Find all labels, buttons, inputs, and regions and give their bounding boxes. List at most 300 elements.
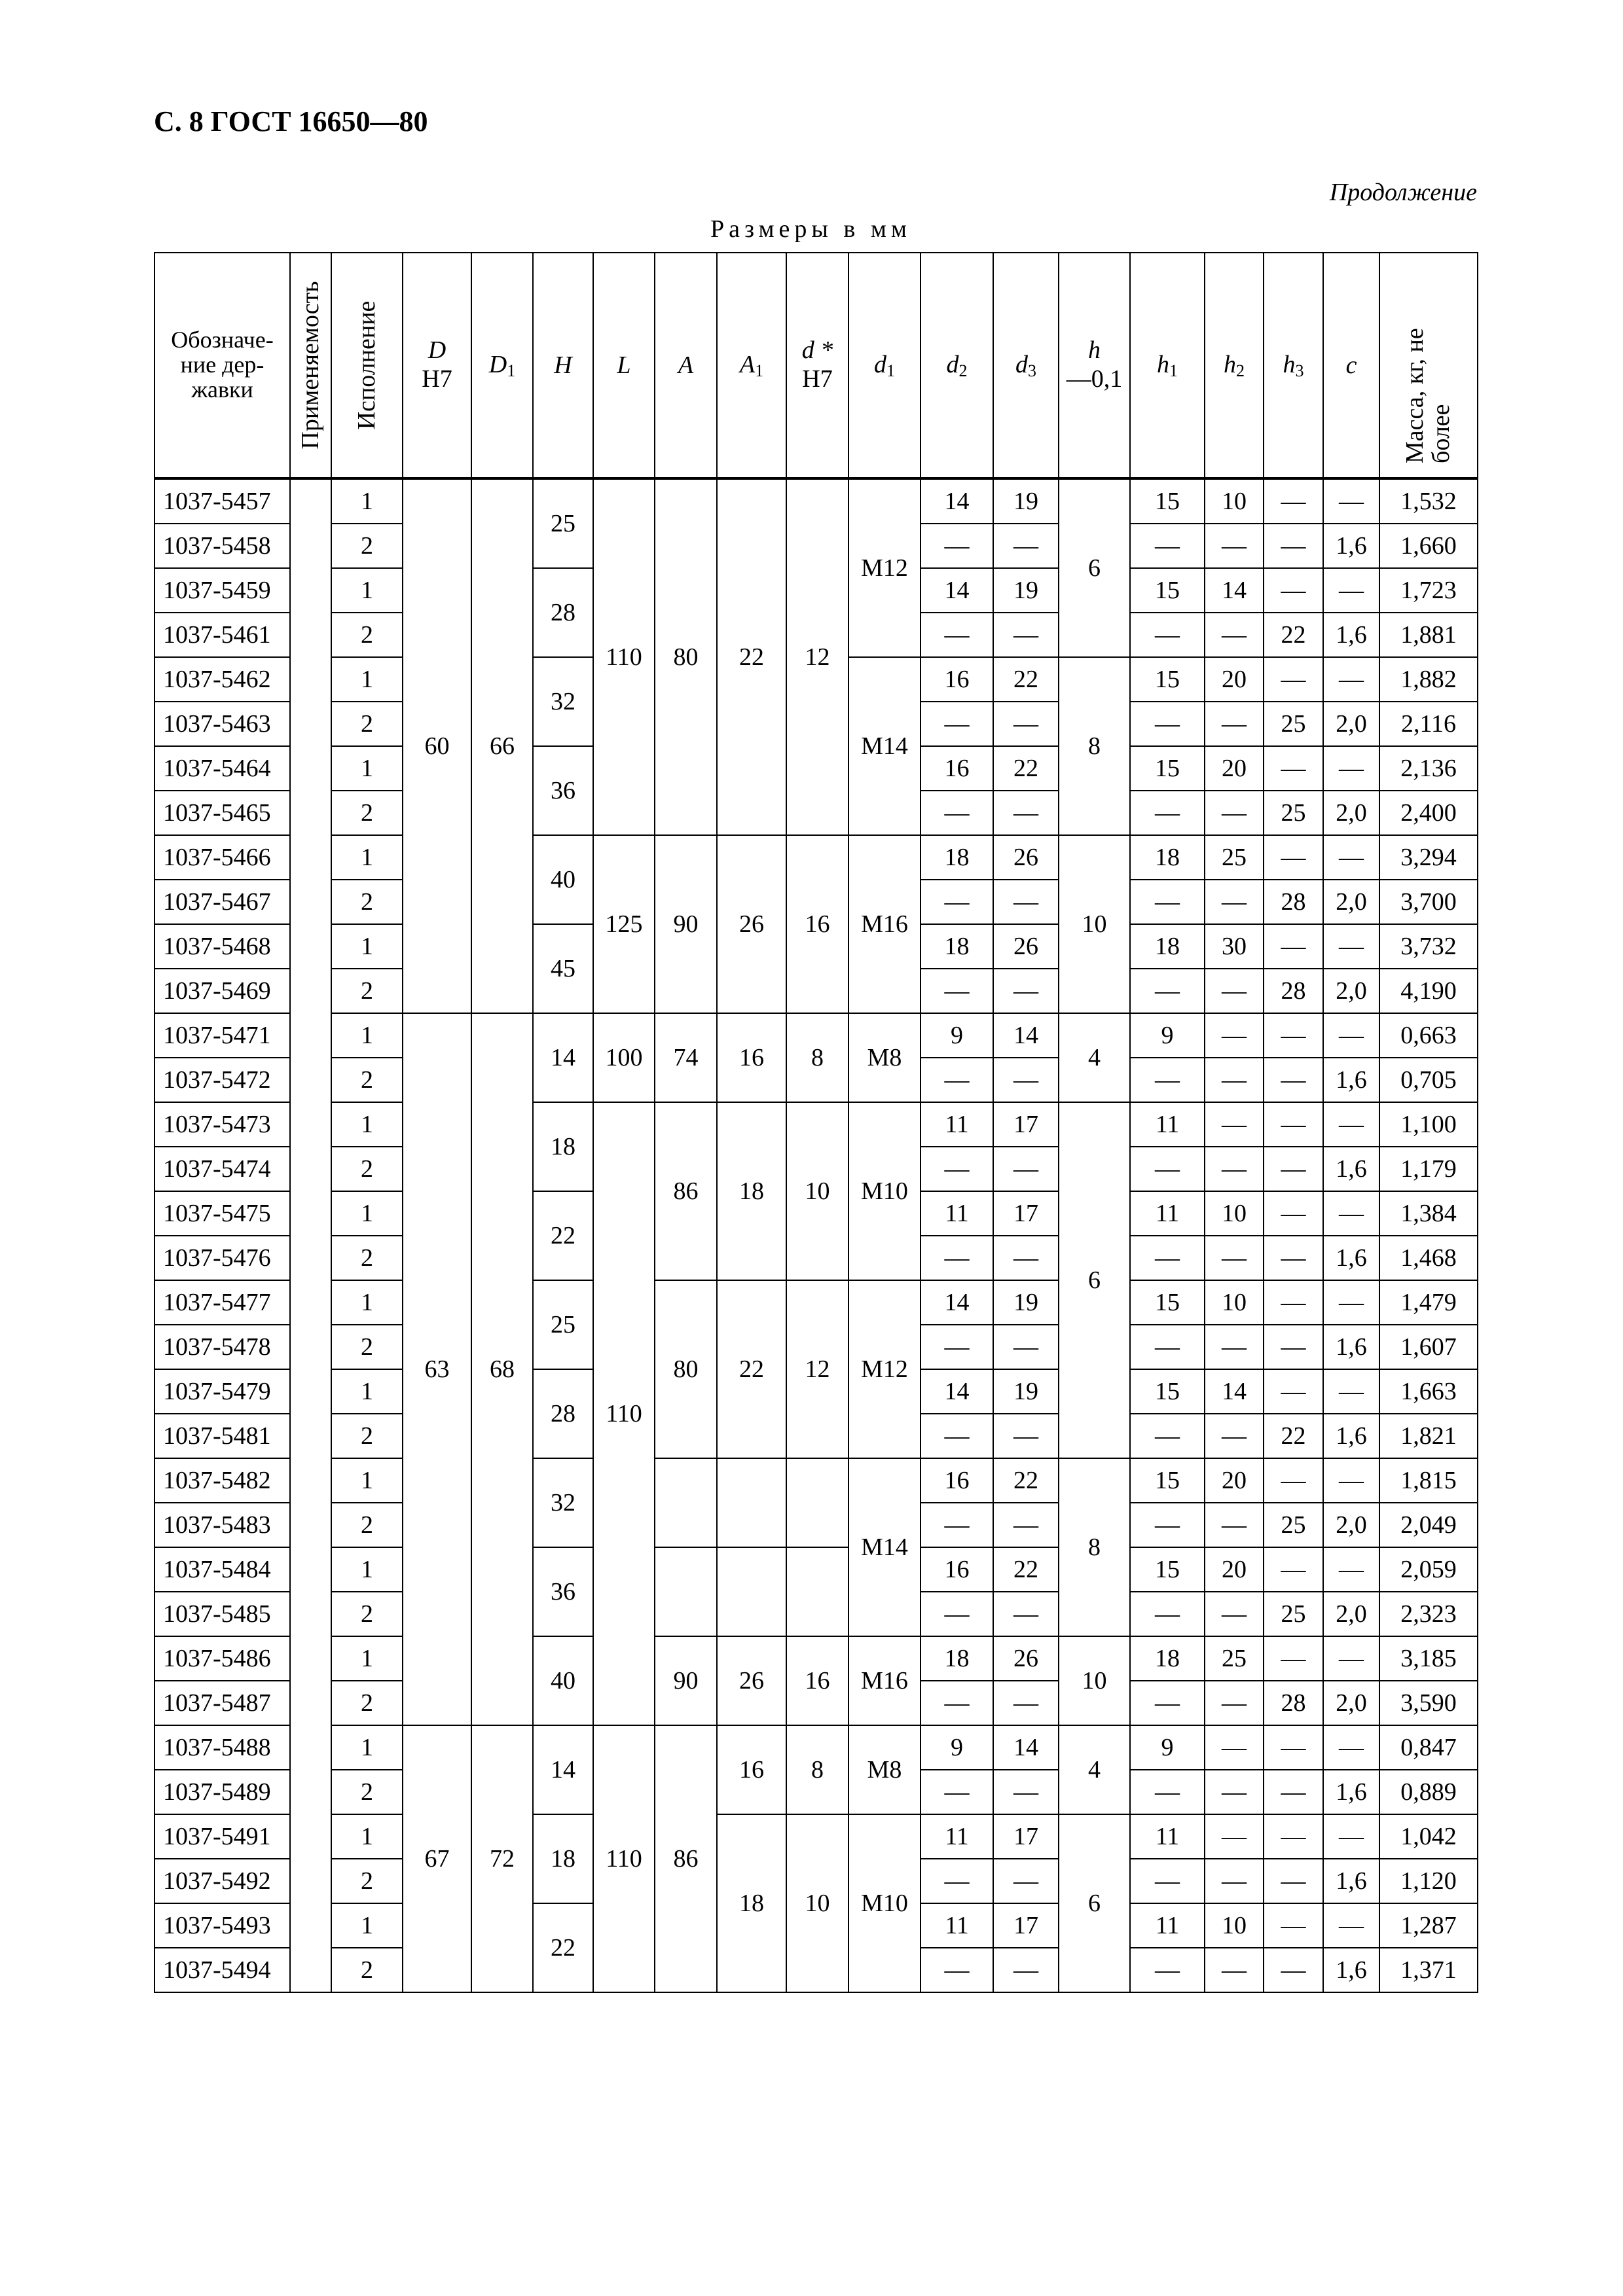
cell-h1: —: [1130, 1236, 1205, 1280]
cell-d2: —: [921, 613, 993, 657]
cell-h1: —: [1130, 880, 1205, 924]
cell-mass: 1,479: [1379, 1280, 1478, 1325]
cell-h1: —: [1130, 1859, 1205, 1903]
cell-c: 2,0: [1323, 702, 1379, 746]
cell-d3: 22: [993, 1458, 1059, 1503]
cell-h2: —: [1205, 791, 1264, 835]
cell-d: 60: [403, 478, 471, 1013]
cell-h1: 9: [1130, 1725, 1205, 1770]
cell-h2: 20: [1205, 1458, 1264, 1503]
cell-mass: 1,815: [1379, 1458, 1478, 1503]
cell-d3: 14: [993, 1725, 1059, 1770]
cell-a1: 22: [717, 478, 786, 835]
cell-d1: M8: [848, 1725, 921, 1814]
table-row: [155, 1636, 1478, 1681]
cell-version: 2: [331, 613, 403, 657]
cell-d1: M10: [848, 1814, 921, 1992]
table-row: [155, 1547, 1478, 1592]
cell-h1: 18: [1130, 1636, 1205, 1681]
cell-d2: —: [921, 1592, 993, 1636]
cell-h: 32: [533, 657, 593, 746]
cell-h3: —: [1264, 1058, 1323, 1102]
cell-d3: —: [993, 1948, 1059, 1992]
cell-c: 1,6: [1323, 1325, 1379, 1369]
continuation-label: Продолжение: [1329, 179, 1477, 206]
cell-version: 1: [331, 1725, 403, 1770]
cell-h2: —: [1205, 1414, 1264, 1458]
cell-version: 2: [331, 880, 403, 924]
cell-mass: 1,607: [1379, 1325, 1478, 1369]
cell-applicability: [290, 478, 331, 1992]
table-row: [155, 1725, 1478, 1770]
cell-h3: 28: [1264, 969, 1323, 1013]
cell-c: —: [1323, 746, 1379, 791]
cell-h1: 18: [1130, 835, 1205, 880]
cell-h3: —: [1264, 1636, 1323, 1681]
cell-version: 1: [331, 1814, 403, 1859]
cell-mass: 3,294: [1379, 835, 1478, 880]
cell-mass: 2,049: [1379, 1503, 1478, 1547]
cell-c: 2,0: [1323, 1681, 1379, 1725]
cell-version: 1: [331, 746, 403, 791]
cell-c: 2,0: [1323, 1503, 1379, 1547]
cell-h1: —: [1130, 969, 1205, 1013]
cell-a: 90: [655, 1636, 717, 1725]
cell-c: —: [1323, 924, 1379, 969]
cell-version: 2: [331, 1681, 403, 1725]
cell-c: 1,6: [1323, 1236, 1379, 1280]
cell-d1: M14: [848, 1458, 921, 1636]
cell-h3: —: [1264, 478, 1323, 524]
cell-h: 18: [533, 1814, 593, 1903]
cell-h1: —: [1130, 1770, 1205, 1814]
cell-mass: 1,287: [1379, 1903, 1478, 1948]
cell-h1: —: [1130, 1147, 1205, 1191]
cell-version: 2: [331, 702, 403, 746]
cell-d3: —: [993, 1414, 1059, 1458]
cell-version: 2: [331, 1147, 403, 1191]
cell-a1: [717, 1547, 786, 1636]
cell-d2: 11: [921, 1102, 993, 1147]
cell-c: —: [1323, 1458, 1379, 1503]
cell-a: 80: [655, 1280, 717, 1458]
cell-h2: 14: [1205, 568, 1264, 613]
cell-h: 40: [533, 1636, 593, 1725]
cell-designation: 1037-5489: [155, 1770, 290, 1814]
cell-c: —: [1323, 1903, 1379, 1948]
cell-h: 25: [533, 1280, 593, 1369]
cell-mass: 2,136: [1379, 746, 1478, 791]
cell-c: 2,0: [1323, 791, 1379, 835]
cell-d3: —: [993, 969, 1059, 1013]
cell-l: 110: [593, 1102, 655, 1725]
cell-h: 36: [533, 1547, 593, 1636]
cell-d2: —: [921, 1325, 993, 1369]
header-c: c: [1323, 253, 1379, 478]
cell-mass: 2,059: [1379, 1547, 1478, 1592]
table-row: [155, 835, 1478, 880]
cell-h3: —: [1264, 657, 1323, 702]
cell-d2: —: [921, 1236, 993, 1280]
cell-h: 14: [533, 1725, 593, 1814]
cell-version: 2: [331, 1503, 403, 1547]
cell-h1: 11: [1130, 1191, 1205, 1236]
cell-d2: 9: [921, 1013, 993, 1058]
cell-version: 2: [331, 1948, 403, 1992]
cell-designation: 1037-5465: [155, 791, 290, 835]
table-row: [155, 1280, 1478, 1325]
cell-d: [786, 1458, 848, 1547]
cell-d2: 16: [921, 657, 993, 702]
cell-d1: 66: [471, 478, 533, 1013]
cell-h3: —: [1264, 1458, 1323, 1503]
cell-h1: 18: [1130, 924, 1205, 969]
cell-d: 63: [403, 1013, 471, 1725]
cell-designation: 1037-5492: [155, 1859, 290, 1903]
cell-h1: 15: [1130, 478, 1205, 524]
cell-h3: —: [1264, 1725, 1323, 1770]
cell-designation: 1037-5471: [155, 1013, 290, 1058]
cell-designation: 1037-5486: [155, 1636, 290, 1681]
cell-version: 2: [331, 524, 403, 568]
cell-c: 1,6: [1323, 613, 1379, 657]
cell-h1: 11: [1130, 1102, 1205, 1147]
cell-h1: 11: [1130, 1903, 1205, 1948]
cell-d2: 14: [921, 1280, 993, 1325]
cell-d1: M12: [848, 478, 921, 657]
units-caption: Размеры в мм: [710, 215, 911, 243]
cell-d3: —: [993, 1058, 1059, 1102]
cell-d2: 14: [921, 568, 993, 613]
cell-h3: —: [1264, 1547, 1323, 1592]
cell-version: 1: [331, 924, 403, 969]
cell-d1: M10: [848, 1102, 921, 1280]
cell-h2: 25: [1205, 835, 1264, 880]
cell-mass: 1,120: [1379, 1859, 1478, 1903]
cell-d3: 22: [993, 746, 1059, 791]
cell-d3: —: [993, 1503, 1059, 1547]
cell-h3: —: [1264, 1280, 1323, 1325]
cell-h: 45: [533, 924, 593, 1013]
cell-c: —: [1323, 1280, 1379, 1325]
cell-h: 4: [1059, 1013, 1130, 1102]
cell-a1: 18: [717, 1814, 786, 1992]
cell-h1: —: [1130, 1058, 1205, 1102]
cell-version: 2: [331, 1414, 403, 1458]
cell-d1: 68: [471, 1013, 533, 1725]
cell-designation: 1037-5458: [155, 524, 290, 568]
cell-d: 12: [786, 1280, 848, 1458]
cell-h3: 28: [1264, 880, 1323, 924]
cell-version: 1: [331, 1458, 403, 1503]
header-designation: Обозначе-ние дер-жавки: [155, 253, 290, 478]
cell-h: 6: [1059, 1102, 1130, 1458]
cell-mass: 4,190: [1379, 969, 1478, 1013]
cell-h: 36: [533, 746, 593, 835]
table-body: [155, 478, 1478, 1992]
cell-d2: 11: [921, 1903, 993, 1948]
cell-d3: 22: [993, 1547, 1059, 1592]
cell-h3: 25: [1264, 1592, 1323, 1636]
cell-d1: M12: [848, 1280, 921, 1458]
cell-h: 32: [533, 1458, 593, 1547]
cell-h: 40: [533, 835, 593, 924]
cell-mass: 1,468: [1379, 1236, 1478, 1280]
cell-d: 10: [786, 1814, 848, 1992]
cell-d2: 16: [921, 1458, 993, 1503]
cell-a1: 26: [717, 835, 786, 1013]
cell-d: 8: [786, 1725, 848, 1814]
cell-mass: 0,847: [1379, 1725, 1478, 1770]
cell-version: 1: [331, 1903, 403, 1948]
cell-h3: —: [1264, 1859, 1323, 1903]
cell-d3: —: [993, 702, 1059, 746]
cell-c: —: [1323, 1547, 1379, 1592]
header-h2: $h_2$: [1205, 253, 1264, 478]
cell-a: 90: [655, 835, 717, 1013]
cell-designation: 1037-5457: [155, 478, 290, 524]
cell-h1: —: [1130, 1681, 1205, 1725]
cell-h2: 14: [1205, 1369, 1264, 1414]
cell-d2: —: [921, 1058, 993, 1102]
cell-d: 16: [786, 1636, 848, 1725]
cell-h2: —: [1205, 613, 1264, 657]
header-L: L: [593, 253, 655, 478]
cell-h3: —: [1264, 1147, 1323, 1191]
cell-d3: —: [993, 1859, 1059, 1903]
cell-designation: 1037-5467: [155, 880, 290, 924]
cell-version: 1: [331, 657, 403, 702]
cell-c: 1,6: [1323, 1770, 1379, 1814]
cell-h2: —: [1205, 969, 1264, 1013]
cell-h3: —: [1264, 1236, 1323, 1280]
cell-h3: 22: [1264, 1414, 1323, 1458]
cell-mass: 1,882: [1379, 657, 1478, 702]
cell-designation: 1037-5462: [155, 657, 290, 702]
cell-d3: 19: [993, 568, 1059, 613]
cell-c: —: [1323, 1725, 1379, 1770]
cell-a1: 16: [717, 1725, 786, 1814]
cell-mass: 1,384: [1379, 1191, 1478, 1236]
cell-d: 12: [786, 478, 848, 835]
cell-version: 2: [331, 1058, 403, 1102]
cell-h2: —: [1205, 1325, 1264, 1369]
cell-d2: 11: [921, 1814, 993, 1859]
cell-c: —: [1323, 568, 1379, 613]
cell-h2: 10: [1205, 1903, 1264, 1948]
cell-a1: [717, 1458, 786, 1547]
cell-version: 1: [331, 568, 403, 613]
cell-h1: 15: [1130, 568, 1205, 613]
holder-dimensions-table: [154, 252, 1478, 1993]
cell-h1: —: [1130, 524, 1205, 568]
cell-d3: —: [993, 1770, 1059, 1814]
header-H: H: [533, 253, 593, 478]
cell-designation: 1037-5461: [155, 613, 290, 657]
cell-d2: —: [921, 1414, 993, 1458]
cell-designation: 1037-5488: [155, 1725, 290, 1770]
header-d1: $d_1$: [848, 253, 921, 478]
cell-d3: 17: [993, 1102, 1059, 1147]
header-D1: $D_1$: [471, 253, 533, 478]
cell-h: 22: [533, 1191, 593, 1280]
header-h3: $h_3$: [1264, 253, 1323, 478]
cell-c: —: [1323, 1013, 1379, 1058]
cell-mass: 1,371: [1379, 1948, 1478, 1992]
cell-h: 14: [533, 1013, 593, 1102]
cell-h1: 15: [1130, 1547, 1205, 1592]
cell-d3: 19: [993, 1369, 1059, 1414]
cell-d3: 26: [993, 924, 1059, 969]
cell-d3: —: [993, 613, 1059, 657]
cell-h3: —: [1264, 1013, 1323, 1058]
cell-version: 1: [331, 1547, 403, 1592]
cell-d3: 19: [993, 478, 1059, 524]
cell-c: 1,6: [1323, 1147, 1379, 1191]
cell-h3: —: [1264, 1948, 1323, 1992]
header-d: d * H7: [786, 253, 848, 478]
cell-d1: M8: [848, 1013, 921, 1102]
cell-d: 8: [786, 1013, 848, 1102]
cell-designation: 1037-5464: [155, 746, 290, 791]
cell-a: 74: [655, 1013, 717, 1102]
cell-mass: 0,663: [1379, 1013, 1478, 1058]
cell-d2: 18: [921, 1636, 993, 1681]
cell-d2: —: [921, 524, 993, 568]
cell-c: 1,6: [1323, 524, 1379, 568]
cell-d: 10: [786, 1102, 848, 1280]
cell-a: 86: [655, 1102, 717, 1280]
header-A1: $A_1$: [717, 253, 786, 478]
cell-a1: 22: [717, 1280, 786, 1458]
cell-mass: 3,732: [1379, 924, 1478, 969]
cell-d3: 22: [993, 657, 1059, 702]
cell-h1: 15: [1130, 746, 1205, 791]
page-title: С. 8 ГОСТ 16650—80: [154, 105, 428, 137]
cell-h1: —: [1130, 1325, 1205, 1369]
cell-designation: 1037-5477: [155, 1280, 290, 1325]
cell-designation: 1037-5476: [155, 1236, 290, 1280]
cell-d2: —: [921, 1503, 993, 1547]
cell-h3: —: [1264, 746, 1323, 791]
cell-mass: 0,705: [1379, 1058, 1478, 1102]
cell-designation: 1037-5494: [155, 1948, 290, 1992]
cell-version: 1: [331, 1369, 403, 1414]
table-row: [155, 1814, 1478, 1859]
cell-mass: 0,889: [1379, 1770, 1478, 1814]
header-mass: Масса, кг, не более: [1379, 253, 1478, 478]
cell-d3: 17: [993, 1814, 1059, 1859]
cell-d2: 14: [921, 1369, 993, 1414]
cell-c: 1,6: [1323, 1948, 1379, 1992]
cell-d3: 17: [993, 1903, 1059, 1948]
cell-mass: 1,100: [1379, 1102, 1478, 1147]
header-row: [155, 253, 1478, 478]
cell-d2: 18: [921, 835, 993, 880]
cell-version: 1: [331, 835, 403, 880]
cell-h3: —: [1264, 1903, 1323, 1948]
cell-h2: 25: [1205, 1636, 1264, 1681]
cell-d2: —: [921, 969, 993, 1013]
cell-h3: —: [1264, 1369, 1323, 1414]
cell-d: 16: [786, 835, 848, 1013]
cell-c: 2,0: [1323, 880, 1379, 924]
cell-h: 8: [1059, 657, 1130, 835]
cell-c: —: [1323, 835, 1379, 880]
cell-version: 2: [331, 1859, 403, 1903]
cell-designation: 1037-5463: [155, 702, 290, 746]
cell-c: —: [1323, 478, 1379, 524]
cell-designation: 1037-5475: [155, 1191, 290, 1236]
cell-designation: 1037-5472: [155, 1058, 290, 1102]
cell-h2: —: [1205, 1013, 1264, 1058]
cell-h1: 15: [1130, 1280, 1205, 1325]
cell-version: 1: [331, 478, 403, 524]
cell-h2: 10: [1205, 1280, 1264, 1325]
cell-mass: 2,400: [1379, 791, 1478, 835]
cell-h2: —: [1205, 1503, 1264, 1547]
cell-h2: —: [1205, 880, 1264, 924]
header-A: A: [655, 253, 717, 478]
cell-c: —: [1323, 1636, 1379, 1681]
cell-h: 28: [533, 568, 593, 657]
cell-designation: 1037-5482: [155, 1458, 290, 1503]
cell-a1: 16: [717, 1013, 786, 1102]
cell-mass: 3,700: [1379, 880, 1478, 924]
cell-h1: —: [1130, 613, 1205, 657]
header-d3: $d_3$: [993, 253, 1059, 478]
cell-version: 1: [331, 1013, 403, 1058]
cell-h: 10: [1059, 1636, 1130, 1725]
cell-h: 28: [533, 1369, 593, 1458]
cell-d3: —: [993, 1236, 1059, 1280]
cell-version: 2: [331, 969, 403, 1013]
cell-d1: M14: [848, 657, 921, 835]
cell-d1: 72: [471, 1725, 533, 1992]
cell-version: 1: [331, 1191, 403, 1236]
cell-c: —: [1323, 1102, 1379, 1147]
cell-h2: —: [1205, 1948, 1264, 1992]
cell-h: 22: [533, 1903, 593, 1992]
cell-h3: —: [1264, 1191, 1323, 1236]
cell-version: 1: [331, 1280, 403, 1325]
header-h1: $h_1$: [1130, 253, 1205, 478]
cell-d2: 18: [921, 924, 993, 969]
cell-h3: —: [1264, 1102, 1323, 1147]
cell-d: 67: [403, 1725, 471, 1992]
cell-c: —: [1323, 1814, 1379, 1859]
cell-designation: 1037-5469: [155, 969, 290, 1013]
cell-l: 100: [593, 1013, 655, 1102]
cell-d2: —: [921, 702, 993, 746]
cell-h2: —: [1205, 524, 1264, 568]
cell-h1: 9: [1130, 1013, 1205, 1058]
cell-a: [655, 1547, 717, 1636]
cell-c: 1,6: [1323, 1058, 1379, 1102]
cell-designation: 1037-5474: [155, 1147, 290, 1191]
cell-l: 110: [593, 1725, 655, 1992]
cell-h3: —: [1264, 568, 1323, 613]
cell-d3: 26: [993, 1636, 1059, 1681]
cell-h3: —: [1264, 1770, 1323, 1814]
cell-d2: 9: [921, 1725, 993, 1770]
cell-designation: 1037-5481: [155, 1414, 290, 1458]
cell-d2: —: [921, 1770, 993, 1814]
cell-designation: 1037-5468: [155, 924, 290, 969]
cell-designation: 1037-5459: [155, 568, 290, 613]
cell-h: 6: [1059, 1814, 1130, 1992]
cell-h1: —: [1130, 1503, 1205, 1547]
